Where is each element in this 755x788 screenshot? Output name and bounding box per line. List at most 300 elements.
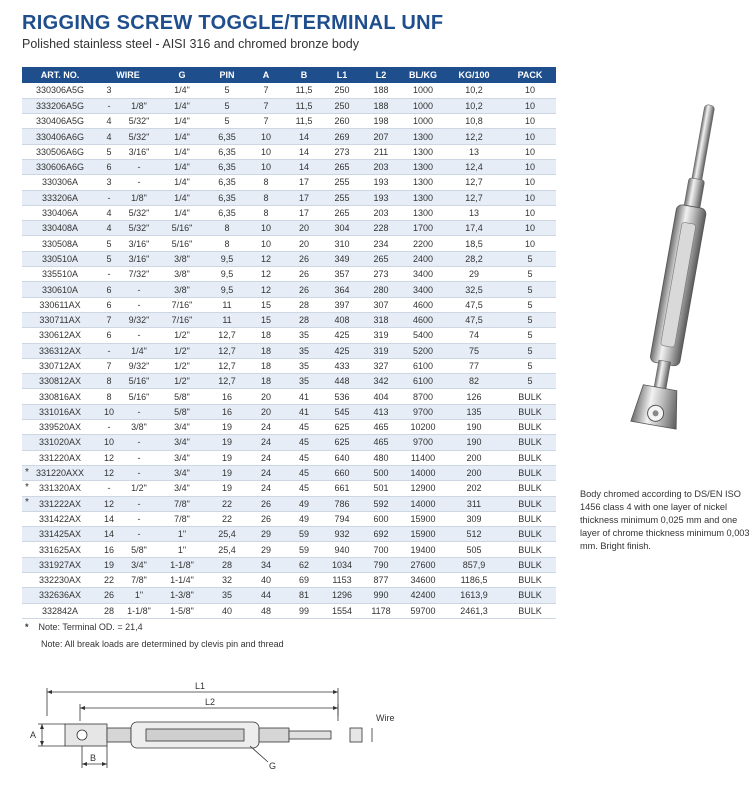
cell-wire-mm: 10 — [98, 435, 120, 450]
cell-art-no: 330406A — [22, 205, 98, 220]
cell-b: 99 — [284, 603, 324, 618]
cell-pack: BULK — [504, 496, 556, 511]
cell-a: 24 — [248, 435, 284, 450]
cell-wire-inch: 5/8" — [120, 542, 158, 557]
cell-kg-100: 2461,3 — [444, 603, 504, 618]
table-header-row — [22, 67, 556, 83]
cell-l2: 1178 — [360, 603, 402, 618]
cell-l2: 404 — [360, 389, 402, 404]
cell-pack: 10 — [504, 144, 556, 159]
cell-wire-inch: 9/32" — [120, 358, 158, 373]
table-row — [22, 603, 556, 618]
cell-pin: 9,5 — [206, 282, 248, 297]
cell-wire-inch: 1" — [120, 588, 158, 603]
cell-wire-inch: 7/32" — [120, 267, 158, 282]
cell-l1: 310 — [324, 236, 360, 251]
cell-a: 10 — [248, 221, 284, 236]
table-row — [22, 374, 556, 389]
cell-a: 44 — [248, 588, 284, 603]
cell-wire-mm: 5 — [98, 144, 120, 159]
cell-wire-inch: - — [120, 159, 158, 174]
note-star: * — [25, 622, 29, 632]
cell-wire-inch: - — [120, 450, 158, 465]
cell-g: 1/4" — [158, 98, 206, 113]
cell-b: 45 — [284, 465, 324, 480]
cell-g: 1/4" — [158, 114, 206, 129]
cell-art-no: 332230AX — [22, 573, 98, 588]
cell-wire-inch: 7/8" — [120, 573, 158, 588]
cell-pin: 6,35 — [206, 190, 248, 205]
cell-pack: 5 — [504, 267, 556, 282]
cell-kg-100: 190 — [444, 435, 504, 450]
cell-art-no: 330610A — [22, 282, 98, 297]
cell-pack: BULK — [504, 511, 556, 526]
cell-art-no: 330711AX — [22, 312, 98, 327]
cell-art-no: 330306A5G — [22, 83, 98, 98]
row-star-marker: * — [25, 481, 29, 493]
cell-bl-kg: 19400 — [402, 542, 444, 557]
cell-pack: BULK — [504, 404, 556, 419]
cell-pack: BULK — [504, 450, 556, 465]
cell-l2: 500 — [360, 465, 402, 480]
cell-a: 20 — [248, 389, 284, 404]
cell-l1: 1296 — [324, 588, 360, 603]
cell-wire-inch: 3/4" — [120, 557, 158, 572]
cell-b: 14 — [284, 159, 324, 174]
cell-pack: BULK — [504, 542, 556, 557]
cell-l1: 269 — [324, 129, 360, 144]
cell-g: 1/4" — [158, 144, 206, 159]
cell-b: 11,5 — [284, 98, 324, 113]
cell-pin: 9,5 — [206, 251, 248, 266]
cell-pack: BULK — [504, 389, 556, 404]
cell-g: 3/4" — [158, 465, 206, 480]
cell-kg-100: 32,5 — [444, 282, 504, 297]
cell-a: 40 — [248, 573, 284, 588]
cell-wire-inch: 5/32" — [120, 221, 158, 236]
page-title: RIGGING SCREW TOGGLE/TERMINAL UNF — [22, 12, 444, 34]
table-row — [22, 404, 556, 419]
cell-wire-inch: 5/32" — [120, 129, 158, 144]
table-row — [22, 114, 556, 129]
cell-l2: 790 — [360, 557, 402, 572]
cell-wire-inch: 1/4" — [120, 343, 158, 358]
cell-l1: 255 — [324, 190, 360, 205]
cell-pin: 11 — [206, 312, 248, 327]
cell-kg-100: 12,2 — [444, 129, 504, 144]
cell-l1: 260 — [324, 114, 360, 129]
cell-b: 69 — [284, 573, 324, 588]
cell-b: 45 — [284, 481, 324, 496]
cell-a: 15 — [248, 297, 284, 312]
cell-pin: 35 — [206, 588, 248, 603]
cell-l2: 228 — [360, 221, 402, 236]
cell-a: 18 — [248, 358, 284, 373]
cell-wire-inch: - — [120, 511, 158, 526]
cell-art-no: 330406A6G — [22, 129, 98, 144]
cell-bl-kg: 2200 — [402, 236, 444, 251]
table-row — [22, 205, 556, 220]
cell-kg-100: 28,2 — [444, 251, 504, 266]
page-subtitle: Polished stainless steel - AISI 316 and chromed bronze body — [22, 37, 360, 51]
cell-wire-mm: 3 — [98, 175, 120, 190]
cell-pin: 19 — [206, 481, 248, 496]
cell-a: 12 — [248, 267, 284, 282]
cell-bl-kg: 8700 — [402, 389, 444, 404]
note-break-loads: Note: All break loads are determined by clevis pin and thread — [41, 639, 284, 649]
table-row — [22, 144, 556, 159]
cell-kg-100: 311 — [444, 496, 504, 511]
cell-pin: 25,4 — [206, 527, 248, 542]
cell-wire-inch: 5/16" — [120, 374, 158, 389]
cell-kg-100: 1613,9 — [444, 588, 504, 603]
col-header-pack: PACK — [504, 67, 556, 83]
cell-pack: 5 — [504, 312, 556, 327]
cell-g: 1/4" — [158, 175, 206, 190]
cell-wire-mm: 28 — [98, 603, 120, 618]
cell-l2: 265 — [360, 251, 402, 266]
cell-wire-inch: - — [120, 297, 158, 312]
cell-pin: 9,5 — [206, 267, 248, 282]
cell-b: 26 — [284, 251, 324, 266]
cell-b: 20 — [284, 221, 324, 236]
cell-g: 1/4" — [158, 205, 206, 220]
cell-l2: 319 — [360, 328, 402, 343]
table-row — [22, 267, 556, 282]
cell-a: 10 — [248, 236, 284, 251]
note-terminal-od — [25, 622, 143, 632]
cell-wire-mm: 4 — [98, 114, 120, 129]
cell-bl-kg: 1700 — [402, 221, 444, 236]
cell-b: 41 — [284, 404, 324, 419]
cell-g: 5/16" — [158, 236, 206, 251]
cell-kg-100: 12,7 — [444, 175, 504, 190]
cell-pin: 11 — [206, 297, 248, 312]
cell-l2: 211 — [360, 144, 402, 159]
cell-bl-kg: 4600 — [402, 297, 444, 312]
cell-art-no: 330306A — [22, 175, 98, 190]
cell-a: 8 — [248, 205, 284, 220]
cell-pack: 10 — [504, 236, 556, 251]
drawing-label-wire: Wire — [376, 713, 395, 723]
cell-pin: 22 — [206, 496, 248, 511]
cell-a: 24 — [248, 481, 284, 496]
cell-l1: 1153 — [324, 573, 360, 588]
col-header-l1: L1 — [324, 67, 360, 83]
cell-wire-inch: 3/16" — [120, 236, 158, 251]
cell-wire-mm: 12 — [98, 496, 120, 511]
cell-art-no: 336312AX — [22, 343, 98, 358]
cell-art-no: 330611AX — [22, 297, 98, 312]
cell-art-no: 330510A — [22, 251, 98, 266]
cell-wire-inch: - — [120, 282, 158, 297]
cell-art-no: 331422AX — [22, 511, 98, 526]
cell-pin: 19 — [206, 435, 248, 450]
col-header-kg-100: KG/100 — [444, 67, 504, 83]
cell-kg-100: 10,2 — [444, 83, 504, 98]
cell-kg-100: 13 — [444, 144, 504, 159]
cell-l1: 250 — [324, 83, 360, 98]
cell-g: 1" — [158, 542, 206, 557]
cell-pack: 5 — [504, 343, 556, 358]
cell-kg-100: 200 — [444, 465, 504, 480]
cell-wire-mm: - — [98, 481, 120, 496]
cell-art-no: 331927AX — [22, 557, 98, 572]
cell-l1: 265 — [324, 159, 360, 174]
cell-pin: 5 — [206, 98, 248, 113]
cell-b: 49 — [284, 511, 324, 526]
cell-wire-inch: - — [120, 465, 158, 480]
table-row — [22, 496, 556, 511]
cell-wire-mm: - — [98, 267, 120, 282]
cell-pin: 12,7 — [206, 374, 248, 389]
cell-pin: 25,4 — [206, 542, 248, 557]
cell-l1: 1034 — [324, 557, 360, 572]
table-row — [22, 282, 556, 297]
col-header-art-no: ART. NO. — [22, 67, 98, 83]
cell-b: 11,5 — [284, 83, 324, 98]
cell-bl-kg: 15900 — [402, 527, 444, 542]
cell-b: 45 — [284, 420, 324, 435]
cell-wire-inch: 1/2" — [120, 481, 158, 496]
table-row — [22, 588, 556, 603]
cell-wire-mm: 16 — [98, 542, 120, 557]
cell-g: 1/4" — [158, 129, 206, 144]
table-row — [22, 312, 556, 327]
cell-pack: 5 — [504, 297, 556, 312]
cell-kg-100: 47,5 — [444, 297, 504, 312]
cell-b: 17 — [284, 205, 324, 220]
table-row — [22, 83, 556, 98]
spec-table — [22, 67, 556, 619]
table-row — [22, 481, 556, 496]
cell-a: 7 — [248, 98, 284, 113]
cell-bl-kg: 9700 — [402, 404, 444, 419]
cell-l2: 234 — [360, 236, 402, 251]
cell-pack: 10 — [504, 190, 556, 205]
cell-wire-mm: 6 — [98, 282, 120, 297]
cell-l2: 273 — [360, 267, 402, 282]
cell-g: 3/4" — [158, 420, 206, 435]
table-row — [22, 450, 556, 465]
cell-l2: 480 — [360, 450, 402, 465]
cell-art-no: 333206A — [22, 190, 98, 205]
drawing-label-g: G — [269, 761, 277, 771]
cell-g: 1-3/8" — [158, 588, 206, 603]
cell-pack: BULK — [504, 557, 556, 572]
cell-wire-mm: 5 — [98, 236, 120, 251]
cell-l1: 661 — [324, 481, 360, 496]
cell-art-no: 330506A6G — [22, 144, 98, 159]
cell-g: 1/2" — [158, 328, 206, 343]
cell-g: 5/16" — [158, 221, 206, 236]
col-header-bl-kg: BL/KG — [402, 67, 444, 83]
cell-a: 24 — [248, 465, 284, 480]
cell-wire-inch: 1-1/8" — [120, 603, 158, 618]
cell-l2: 203 — [360, 205, 402, 220]
cell-art-no: 332636AX — [22, 588, 98, 603]
cell-wire-mm: - — [98, 420, 120, 435]
cell-a: 26 — [248, 496, 284, 511]
cell-art-no: 330812AX — [22, 374, 98, 389]
cell-a: 15 — [248, 312, 284, 327]
cell-kg-100: 12,4 — [444, 159, 504, 174]
cell-wire-inch: - — [120, 496, 158, 511]
cell-kg-100: 29 — [444, 267, 504, 282]
cell-kg-100: 18,5 — [444, 236, 504, 251]
cell-a: 7 — [248, 114, 284, 129]
table-row — [22, 420, 556, 435]
cell-l2: 188 — [360, 98, 402, 113]
cell-art-no: 330508A — [22, 236, 98, 251]
cell-art-no: 330816AX — [22, 389, 98, 404]
table-row — [22, 511, 556, 526]
cell-pack: 10 — [504, 221, 556, 236]
cell-pin: 12,7 — [206, 328, 248, 343]
cell-wire-mm: 12 — [98, 465, 120, 480]
cell-b: 17 — [284, 190, 324, 205]
cell-kg-100: 77 — [444, 358, 504, 373]
cell-a: 10 — [248, 129, 284, 144]
cell-bl-kg: 1000 — [402, 98, 444, 113]
cell-art-no: 333206A5G — [22, 98, 98, 113]
table-row — [22, 297, 556, 312]
cell-art-no: 331220AXX — [22, 465, 98, 480]
cell-g: 1/2" — [158, 343, 206, 358]
cell-bl-kg: 10200 — [402, 420, 444, 435]
cell-g: 7/8" — [158, 511, 206, 526]
cell-b: 11,5 — [284, 114, 324, 129]
cell-l2: 198 — [360, 114, 402, 129]
cell-l2: 413 — [360, 404, 402, 419]
cell-art-no: 331625AX — [22, 542, 98, 557]
cell-g: 3/4" — [158, 481, 206, 496]
cell-kg-100: 190 — [444, 420, 504, 435]
cell-a: 18 — [248, 328, 284, 343]
cell-wire-inch: 3/16" — [120, 144, 158, 159]
product-description: Body chromed according to DS/EN ISO 1456 class 4 with one layer of nickel thickness minimum 0,025 mm and one layer of chrome thickness minimum 0,003 mm. Bright finish. — [580, 489, 750, 551]
cell-wire-mm: 7 — [98, 312, 120, 327]
cell-a: 8 — [248, 190, 284, 205]
cell-pin: 19 — [206, 465, 248, 480]
cell-pack: 5 — [504, 374, 556, 389]
cell-bl-kg: 11400 — [402, 450, 444, 465]
cell-pin: 6,35 — [206, 159, 248, 174]
note-terminal-od-text: Note: Terminal OD. = 21,4 — [38, 622, 143, 632]
cell-b: 14 — [284, 129, 324, 144]
cell-pin: 19 — [206, 450, 248, 465]
cell-a: 8 — [248, 175, 284, 190]
cell-g: 7/16" — [158, 297, 206, 312]
cell-kg-100: 309 — [444, 511, 504, 526]
cell-pack: 10 — [504, 129, 556, 144]
cell-pack: BULK — [504, 420, 556, 435]
cell-l1: 397 — [324, 297, 360, 312]
cell-wire-mm: 14 — [98, 527, 120, 542]
cell-pack: 10 — [504, 205, 556, 220]
cell-l2: 188 — [360, 83, 402, 98]
cell-bl-kg: 6100 — [402, 358, 444, 373]
cell-wire-inch: 1/8" — [120, 190, 158, 205]
cell-wire-mm: 6 — [98, 297, 120, 312]
cell-l1: 794 — [324, 511, 360, 526]
cell-wire-inch: - — [120, 527, 158, 542]
cell-l1: 625 — [324, 420, 360, 435]
cell-g: 3/8" — [158, 267, 206, 282]
cell-wire-mm: 10 — [98, 404, 120, 419]
cell-pack: BULK — [504, 435, 556, 450]
cell-kg-100: 126 — [444, 389, 504, 404]
cell-pack: BULK — [504, 481, 556, 496]
cell-pack: 5 — [504, 328, 556, 343]
cell-b: 45 — [284, 450, 324, 465]
cell-l1: 364 — [324, 282, 360, 297]
table-row — [22, 527, 556, 542]
cell-g: 1/4" — [158, 190, 206, 205]
cell-art-no: 331320AX — [22, 481, 98, 496]
cell-l1: 640 — [324, 450, 360, 465]
cell-wire-mm: 4 — [98, 205, 120, 220]
cell-pin: 16 — [206, 389, 248, 404]
drawing-label-a: A — [30, 730, 37, 740]
cell-wire-mm: 12 — [98, 450, 120, 465]
cell-art-no: 330406A5G — [22, 114, 98, 129]
technical-drawing — [10, 676, 410, 776]
cell-l1: 786 — [324, 496, 360, 511]
table-row — [22, 435, 556, 450]
cell-g: 3/8" — [158, 251, 206, 266]
cell-l1: 250 — [324, 98, 360, 113]
cell-a: 29 — [248, 542, 284, 557]
col-header-a: A — [248, 67, 284, 83]
cell-wire-mm: - — [98, 190, 120, 205]
cell-a: 24 — [248, 420, 284, 435]
cell-l2: 592 — [360, 496, 402, 511]
cell-l2: 193 — [360, 190, 402, 205]
drawing-label-l2: L2 — [204, 697, 216, 707]
cell-g: 7/16" — [158, 312, 206, 327]
cell-wire-mm: 4 — [98, 129, 120, 144]
cell-bl-kg: 42400 — [402, 588, 444, 603]
cell-pin: 6,35 — [206, 144, 248, 159]
cell-b: 35 — [284, 358, 324, 373]
cell-pin: 22 — [206, 511, 248, 526]
cell-art-no: 331425AX — [22, 527, 98, 542]
cell-pin: 5 — [206, 114, 248, 129]
cell-wire-inch: 5/32" — [120, 114, 158, 129]
cell-l1: 425 — [324, 343, 360, 358]
cell-bl-kg: 1300 — [402, 144, 444, 159]
cell-bl-kg: 1300 — [402, 129, 444, 144]
cell-pack: BULK — [504, 465, 556, 480]
cell-pin: 40 — [206, 603, 248, 618]
cell-g: 1-1/4" — [158, 573, 206, 588]
cell-l2: 692 — [360, 527, 402, 542]
cell-l1: 536 — [324, 389, 360, 404]
cell-a: 12 — [248, 251, 284, 266]
col-header-l2: L2 — [360, 67, 402, 83]
cell-l1: 304 — [324, 221, 360, 236]
cell-a: 18 — [248, 374, 284, 389]
cell-wire-mm: 8 — [98, 389, 120, 404]
cell-kg-100: 10,8 — [444, 114, 504, 129]
col-header-g: G — [158, 67, 206, 83]
cell-g: 3/4" — [158, 435, 206, 450]
cell-l1: 448 — [324, 374, 360, 389]
cell-l2: 207 — [360, 129, 402, 144]
cell-g: 1/2" — [158, 358, 206, 373]
cell-l1: 408 — [324, 312, 360, 327]
